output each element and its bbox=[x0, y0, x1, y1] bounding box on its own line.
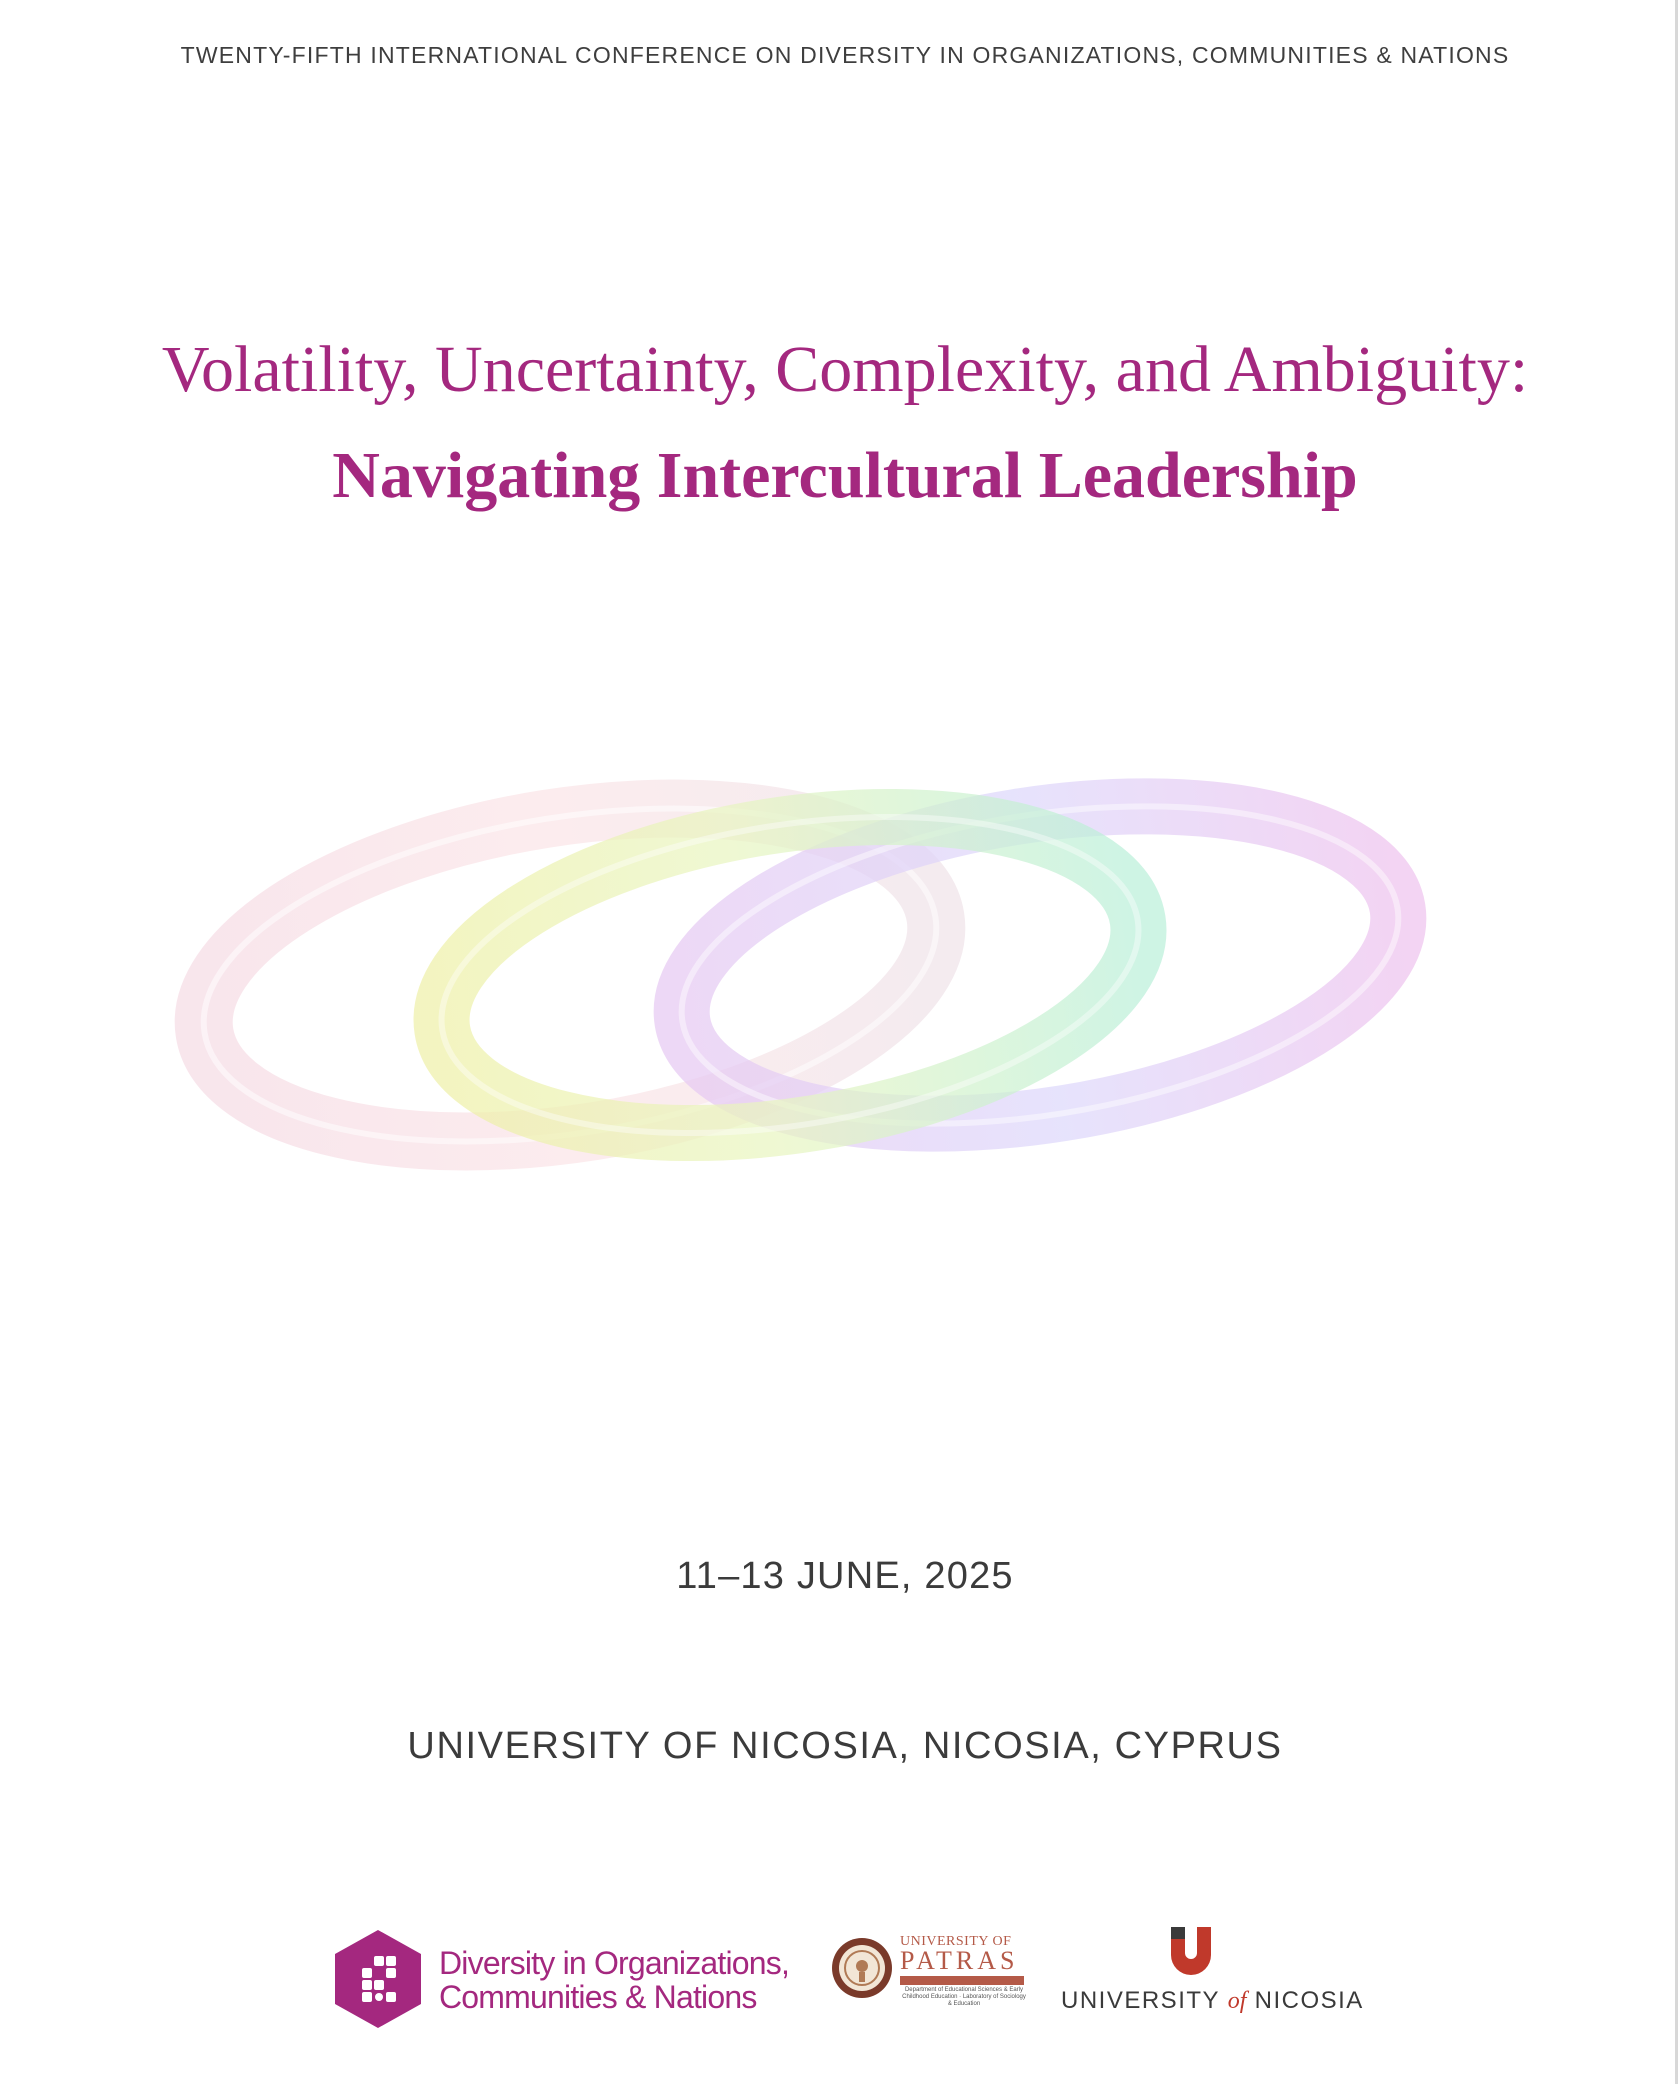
dicn-line-1: Diversity in Organizations, bbox=[439, 1945, 790, 1981]
nicosia-wordmark bbox=[1061, 1987, 1364, 2015]
patras-seal-icon bbox=[830, 1936, 894, 2000]
dicn-line-2: Communities & Nations bbox=[439, 1979, 757, 2015]
conference-line: TWENTY-FIFTH INTERNATIONAL CONFERENCE ON DIVERSITY IN ORGANIZATIONS, COMMUNITIES & NATIONS bbox=[180, 42, 1510, 68]
patras-main-text: PATRAS bbox=[900, 1946, 1019, 1975]
nicosia-of-word: of bbox=[1227, 1988, 1247, 2014]
patras-department-text: Department of Educational Sciences & Early Childhood Education · Laboratory of Sociology & Education bbox=[902, 1987, 1026, 2007]
interlocking-rings-illustration bbox=[150, 755, 1520, 1195]
title-line-2: Navigating Intercultural Leadership bbox=[332, 439, 1358, 512]
university-of-patras-logo bbox=[830, 1932, 1030, 2022]
dicn-logo bbox=[333, 1928, 833, 2033]
nicosia-u-mark-icon bbox=[1167, 1925, 1215, 1975]
title-line-1: Volatility, Uncertainty, Complexity, and Ambiguity: bbox=[161, 333, 1529, 406]
hexagon-logo-icon bbox=[333, 1928, 423, 2030]
patras-top-text: UNIVERSITY OF bbox=[900, 1934, 1012, 1949]
event-date: 11–13 JUNE, 2025 bbox=[676, 1555, 1014, 1597]
university-of-nicosia-logo bbox=[1055, 1925, 1364, 2025]
nicosia-name-word: NICOSIA bbox=[1254, 1987, 1364, 2014]
patras-bar bbox=[900, 1976, 1024, 1985]
event-venue: UNIVERSITY OF NICOSIA, NICOSIA, CYPRUS bbox=[407, 1725, 1283, 1767]
nicosia-university-word: UNIVERSITY bbox=[1061, 1987, 1220, 2014]
dicn-logo-text bbox=[439, 1946, 789, 2014]
